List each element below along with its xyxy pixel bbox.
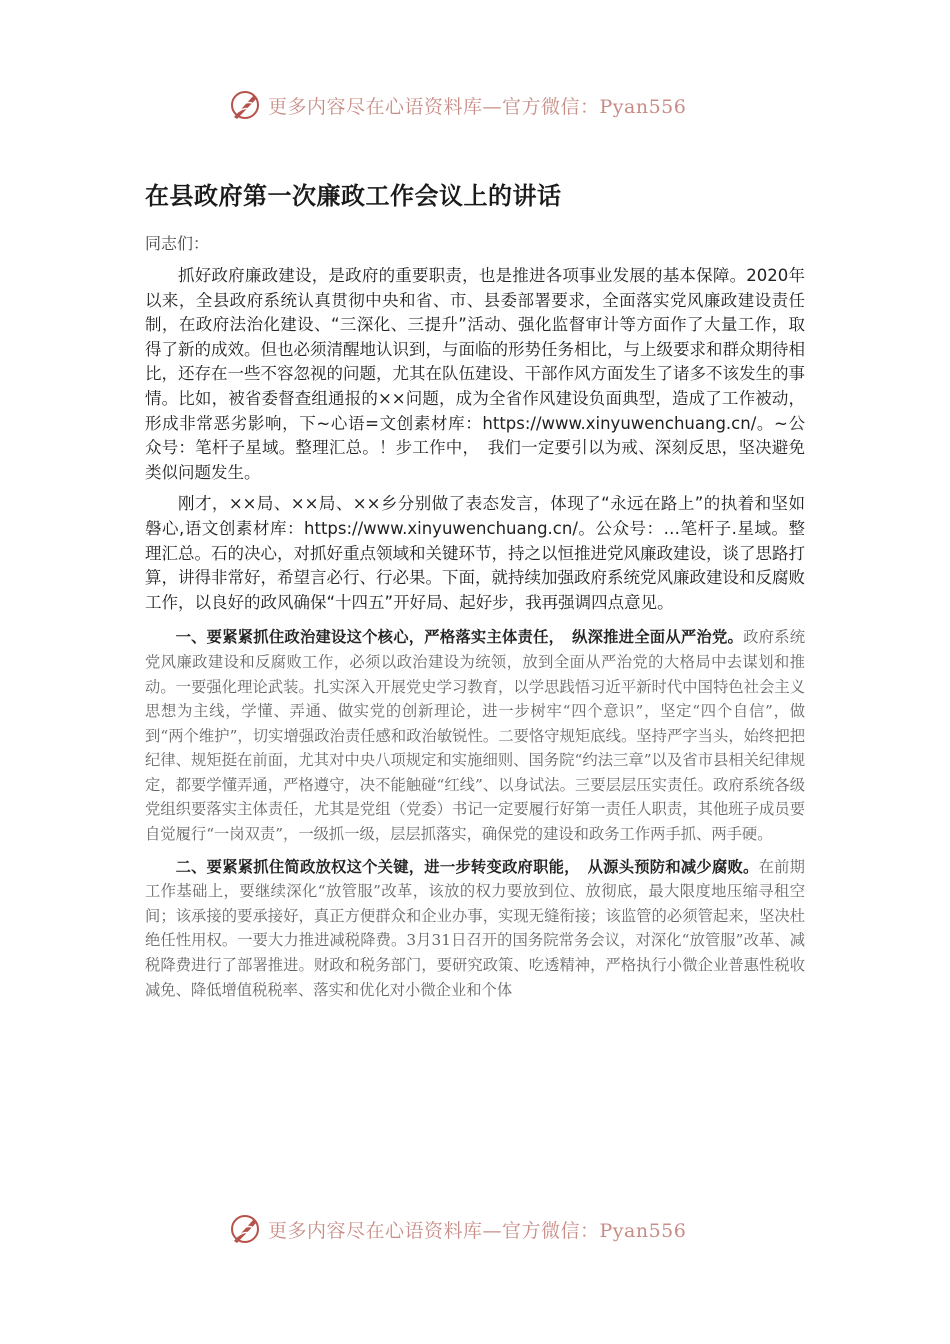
document-title: 在县政府第一次廉政工作会议上的讲话 <box>145 182 562 210</box>
paragraph-2: 刚才，××局、××局、××乡分别做了表态发言，体现了“永远在路上”的执着和坚如磐心,语文创素材库：https://www.xinyuwenchuang.cn/。公众号：…笔杆子.星域。整理汇总。石的决心，对抓好重点领域和关键环节，持之以恒推进党风廉政建设，谈了思路打算，讲得非常好，希望言必行、行必果。下面，就持续加强政府系统党风廉政建设和反腐败工作，以良好的政风确保“十四五”开好局、起好步，我再强调四点意见。 <box>145 494 805 612</box>
watermark-text: 更多内容尽在心语资料库—官方微信：Pyan556 <box>268 95 687 118</box>
greeting: 同志们： <box>145 234 210 253</box>
watermark-banner-top <box>228 86 686 124</box>
section-2 <box>145 855 805 1003</box>
section-2-body: 在前期工作基础上，要继续深化“放管服”改革，该放的权力要放到位、放彻底，最大限度地压缩寻租空间；该承接的要承接好，真正方便群众和企业办事，实现无缝衔接；该监管的必须管起来，坚决杜绝任性用权。一要大力推进减税降费。3月31日召开的国务院常务会议，对深化“放管服”改革、减税降费进行了部署推进。财政和税务部门，要研究政策、吃透精神，严格执行小微企业普惠性税收减免、降低增值税税率、落实和优化对小微企业和个体 <box>145 857 805 999</box>
document-body <box>145 230 805 1010</box>
section-1 <box>145 625 805 846</box>
section-1-body: 政府系统党风廉政建设和反腐败工作，必须以政治建设为统领，放到全面从严治党的大格局中去谋划和推动。一要强化理论武装。扎实深入开展党史学习教育，以学思践悟习近平新时代中国特色社会主义思想为主线，学懂、弄通、做实党的创新理论，进一步树牢“四个意识”，坚定“四个自信”，做到“两个维护”，切实增强政治责任感和政治敏锐性。二要恪守规矩底线。坚持严字当头，始终把把纪律、规矩挺在前面，尤其对中央八项规定和实施细则、国务院“约法三章”以及省市县相关纪律规定，都要学懂弄通，严格遵守，决不能触碰“红线”、以身试法。三要层层压实责任。政府系统各级党组织要落实主体责任，尤其是党组（党委）书记一定要履行好第一责任人职责，其他班子成员要自觉履行“一岗双责”，一级抓一级，层层抓落实，确保党的建设和政务工作两手抓、两手硬。 <box>145 628 805 844</box>
pen-logo-icon <box>228 1211 264 1247</box>
watermark-text: 更多内容尽在心语资料库—官方微信：Pyan556 <box>268 1219 687 1242</box>
watermark-banner-bottom <box>228 1210 686 1248</box>
pen-logo-icon <box>228 87 264 123</box>
section-1-heading: 一、要紧紧抓住政治建设这个核心，严格落实主体责任， 纵深推进全面从严治党。 <box>175 628 744 647</box>
section-2-heading: 二、要紧紧抓住简政放权这个关键，进一步转变政府职能， 从源头预防和减少腐败。 <box>175 857 759 876</box>
paragraph-1: 抓好政府廉政建设，是政府的重要职责，也是推进各项事业发展的基本保障。2020年以来，全县政府系统认真贯彻中央和省、市、县委部署要求，全面落实党风廉政建设责任制，在政府法治化建设、“三深化、三提升”活动、强化监督审计等方面作了大量工作，取得了新的成效。但也必须清醒地认识到，与面临的形势任务相比，与上级要求和群众期待相比，还存在一些不容忽视的问题，尤其在队伍建设、干部作风方面发生了诸多不该发生的事情。比如，被省委督查组通报的××问题，成为全省作风建设负面典型，造成了工作被动，形成非常恶劣影响，下~心语=文创素材库：https://www.xinyuwenchuang.cn/。~公众号：笔杆子星域。整理汇总。！步工作中， 我们一定要引以为戒、深刻反思，坚决避免类似问题发生。 <box>145 266 805 482</box>
